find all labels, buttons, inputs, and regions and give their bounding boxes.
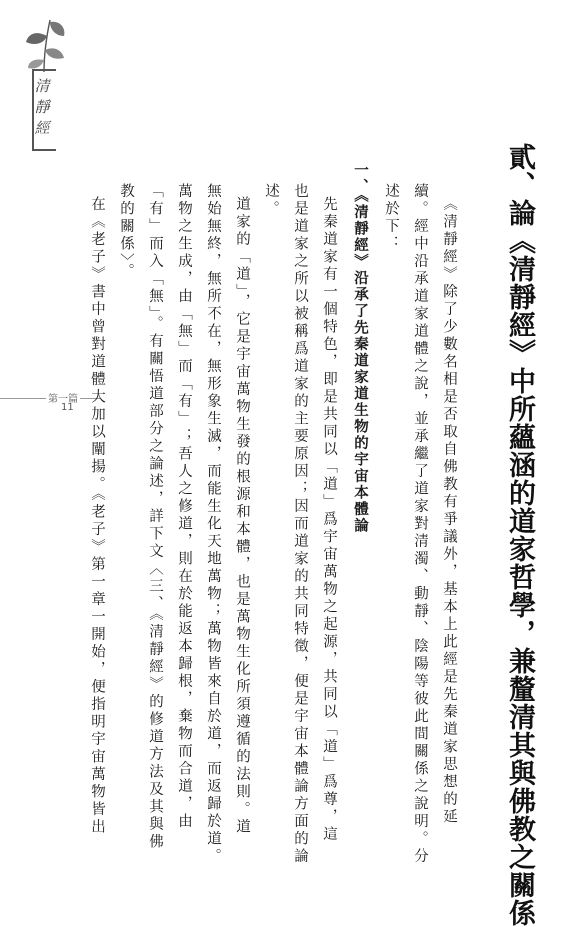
paragraph-2-line-2: 也是道家之所以被稱爲道家的主要原因；因而道家的共同特徵，便是宇宙本體論方面的論	[292, 183, 308, 866]
paragraph-1-line-3: 述於下：	[383, 183, 399, 253]
paragraph-3-line-4: 「有」而入「無」。有關悟道部分之論述，詳下文〈三、《清靜經》的修道方法及其與佛	[147, 183, 163, 851]
paragraph-1-line-1: 《清靜經》除了少數名相是否取自佛教有爭議外，基本上此經是先秦道家思想的延	[441, 196, 457, 826]
paragraph-3-line-2: 無始無終，無所不在，無形象生滅，而能生化天地萬物；萬物皆來自於道，而返歸於道。	[205, 183, 221, 866]
paragraph-4-line-1: 在《老子》書中曾對道體大加以闡揚。《老子》第一章一開始，便指明宇宙萬物皆出	[89, 196, 105, 837]
book-logo	[20, 14, 70, 144]
paragraph-1-line-2: 續。經中沿承道家道體之說，並承繼了道家對清濁、動靜、陰陽等彼此間關係之說明。分	[412, 183, 428, 866]
chapter-title: 貳、論《清靜經》中所蘊涵的道家哲學，兼釐清其與佛教之關係	[504, 143, 535, 927]
leaf-sprig-icon	[20, 14, 70, 74]
logo-title-char: 靜	[34, 98, 50, 116]
logo-title-char: 清	[34, 77, 50, 95]
logo-title-char: 經	[34, 119, 50, 137]
footer-section-label: 第一篇	[46, 390, 80, 405]
logo-title	[34, 76, 50, 139]
paragraph-3-line-1: 道家的「道」，它是宇宙萬物生發的根源和本體，也是萬物生化所須遵循的法則。道	[234, 196, 250, 837]
paragraph-3-line-3: 萬物之生成，由「無」而「有」；吾人之修道，則在於能返本歸根，棄物而合道，由	[176, 183, 192, 831]
paragraph-3-line-5: 教的關係〉。	[118, 183, 134, 281]
section-heading: 一、《清靜經》沿承了先秦道家道生物的宇宙本體論	[352, 162, 368, 535]
page-number: 11	[61, 402, 74, 413]
paragraph-2-line-1: 先秦道家有一個特色，即是共同以「道」爲宇宙萬物之起源，共同以「道」爲尊，這	[321, 196, 337, 844]
paragraph-2-line-3: 述。	[263, 183, 279, 218]
